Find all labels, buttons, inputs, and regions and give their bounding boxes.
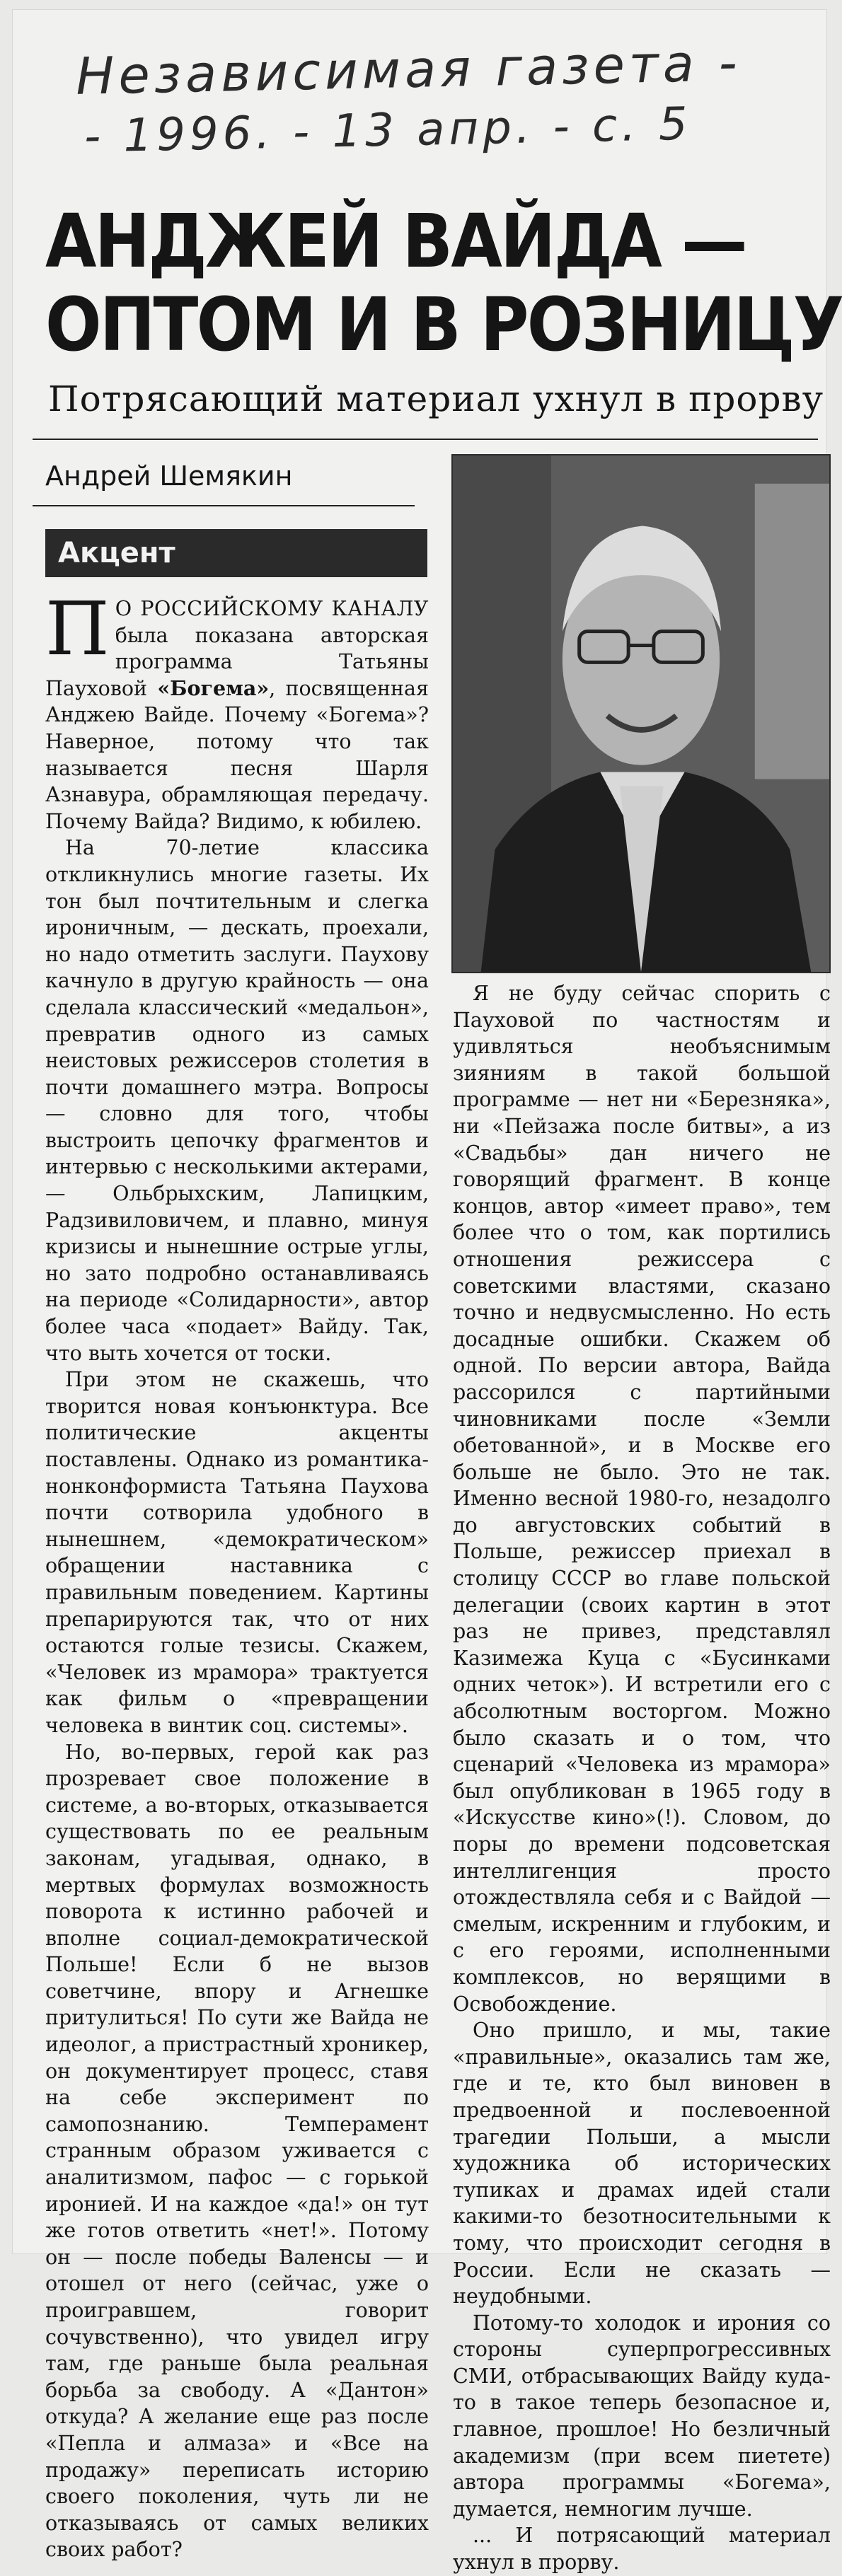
- drop-cap: П: [45, 586, 110, 672]
- portrait-photo-icon: [453, 456, 829, 972]
- divider: [33, 439, 818, 440]
- rubric-label: Акцент: [45, 529, 427, 577]
- handwritten-source-note: [75, 30, 813, 165]
- article-paragraph: При этом не скажешь, что творится новая конъюнктура. Все политические акценты поставлены. Однако из романтика-нонконформиста Татьяна Паухова почти сотворила удобного в нынешнем, «демократическом» обращении наставника с правильным поведением. Картины препарируются так, что от них остаются голые тезисы. Скажем, «Человек из мрамора» трактуется как фильм о «превращении человека в винтик соц. системы».: [45, 1368, 429, 1737]
- handwritten-note-line1: Независимая газета -: [75, 33, 742, 106]
- headline: [45, 198, 842, 368]
- divider: [33, 505, 415, 506]
- article-paragraph: Я не буду сейчас спорить с Пауховой по частностям и удивляться необъяснимым зияниям в такой большой программе — нет ни «Березняка», ни «Пейзажа после битвы», а из «Свадьбы» дан ничего не говорящий фрагмент. В конце концов, автор «имеет право», тем более что о том, как портились отношения режиссера с советскими властями, сказано точно и недвусмысленно. Но есть досадные ошибки. Скажем об одной. По версии автора, Вайда рассорился с партийными чиновниками после «Земли обетованной», и в Москве его больше не было. Это не так. Именно весной 1980-го, незадолго до августовских событий в Польше, режиссер приехал в столицу СССР во главе польской делегации (своих картин в этот раз не привез, представлял Казимежа Куца с «Бусинками одних четок»). И встретили его с абсолютным восторгом. Можно было сказать и о том, что сценарий «Человека из мрамора» был опубликован в 1965 году в «Искусстве кино»(!). Словом, до поры до времени подсоветская интеллигенция просто отождествляла себя и с Вайдой — смелым, искренним и глубоким, и с его героями, исполненными комплексов, но верящими в Освобождение.: [453, 982, 831, 2016]
- headline-line1: АНДЖЕЙ ВАЙДА —: [45, 198, 746, 284]
- article-column-2: [453, 980, 831, 2575]
- article-column-1: [45, 586, 429, 2562]
- article-paragraph: Оно пришло, и мы, такие «правильные», оказались там же, где и те, кто был виновен в предвоенной и послевоенной трагедии Польши, а мысли художника об исторических тупиках и драмах идей стали какими-то безотносительными к тому, что происходит сегодня в России. Если не сказать — неудобными.: [453, 2019, 831, 2309]
- article-paragraph: П О РОССИЙСКОМУ КАНАЛУ была показана авторская программа Татьяны Пауховой «Богема», посвященная Анджею Вайде. Почему «Богема»? Наверное, потому что так называется песня Шарля Азнавура, обрамляющая передачу. Почему Вайда? Видимо, к юбилею.: [45, 586, 429, 833]
- author-byline: Андрей Шемякин: [45, 460, 293, 492]
- article-photo: [451, 454, 831, 973]
- article-paragraph: Но, во-первых, герой как раз прозревает свое положение в системе, а во-вторых, отказывается существовать по ее реальным законам, угадывая, однако, в мертвых формулах возможность поворота к истинно рабочей и вполне социал-демократической Польше! Если б не вызов советчине, впору и Агнешке притулиться! По сути же Вайда не идеолог, а пристрастный хроникер, он документирует процесс, ставя на себе эксперимент по самопознанию. Темперамент странным образом уживается с аналитизмом, пафос — с горькой иронией. И на каждое «да!» он тут же готов ответить «нет!». Потому он — после победы Валенсы — и отошел от него (сейчас, уже о проигравшем, говорит сочувственно), что увидел игру там, где раньше была реальная борьба за свободу. А «Дантон» откуда? А желание еще раз после «Пепла и алмаза» и «Все на продажу» переписать историю своего поколения, чуть ли не отказываясь от самых великих своих работ?: [45, 1740, 429, 2562]
- handwritten-note-line2: - 1996. - 13 апр. - с. 5: [83, 98, 693, 163]
- article-paragraph: ... И потрясающий материал ухнул в прорву.: [453, 2524, 831, 2575]
- headline-line2: ОПТОМ И В РОЗНИЦУ: [45, 282, 842, 368]
- newspaper-clipping: [13, 10, 842, 2575]
- article-paragraph: На 70-летие классика откликнулись многие газеты. Их тон был почтительным и слегка ироничным, — дескать, проехали, но надо отметить заслуги. Паухову качнуло в другую крайность — она сделала классический «медальон», превратив одного из самых неистовых режиссеров столетия в почти домашнего мэтра. Вопросы — словно для того, чтобы выстроить цепочку фрагментов и интервью с несколькими актерами, — Ольбрыхским, Лапицким, Радзивиловичем, и плавно, минуя кризисы и нынешние острые углы, но зато подробно останавливаясь на периоде «Солидарности», автор более часа «подает» Вайду. Так, что выть хочется от тоски.: [45, 836, 429, 1365]
- article-paragraph: Потому-то холодок и ирония со стороны суперпрогрессивных СМИ, отбрасывающих Вайду куда-то в такое теперь безопасное и, главное, прошлое! Но безличный академизм (при всем пиетете) автора программы «Богема», думается, немногим лучше.: [453, 2311, 831, 2521]
- subtitle: Потрясающий материал ухнул в прорву: [48, 378, 824, 419]
